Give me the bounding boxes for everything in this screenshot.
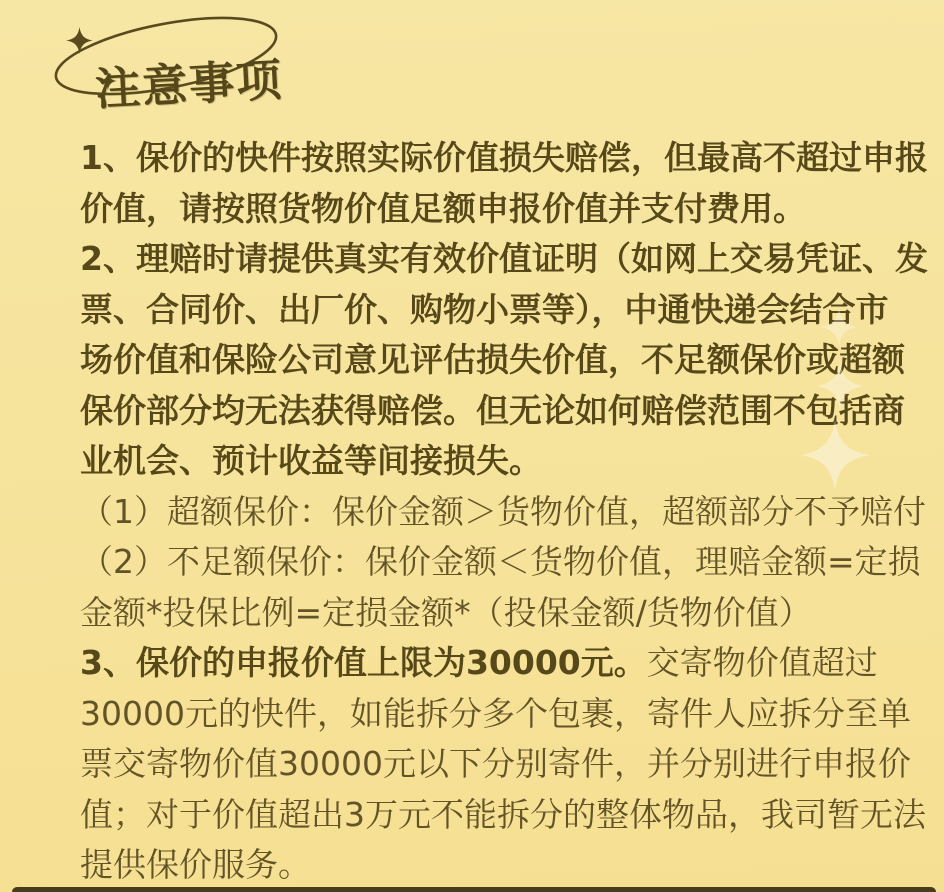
title-section [0,0,360,130]
notice-line-rest: 交寄物价值超过 [646,643,878,682]
notice-line: 1、保价的快件按照实际价值损失赔偿，但最高不超过申报 [80,138,928,177]
notice-subline: 金额*投保比例=定损金额*（投保金额/货物价值） [80,592,812,632]
notice-subline: （2）不足额保价：保价金额＜货物价值，理赔金额=定损 [80,542,921,581]
notice-line: 30000元的快件，如能拆分多个包裹，寄件人应拆分至单 [80,693,911,733]
notice-content [80,133,928,891]
notice-line: 价值，请按照货物价值足额申报价值并支付费用。 [80,188,806,228]
notice-line: 票交寄物价值30000元以下分别寄件，并分别进行申报价 [80,744,911,783]
notice-line: 2、理赔时请提供真实有效价值证明（如网上交易凭证、发 [80,239,928,278]
faint-sparkle-icon [800,420,870,490]
notice-line: 票、合同价、出厂价、购物小票等），中通快递会结合市 [80,289,889,329]
notice-line: 值；对于价值超出3万元不能拆分的整体物品，我司暂无法 [80,794,926,834]
notice-line [80,638,904,689]
notice-subline: （1）超额保价：保价金额＞货物价值，超额部分不予赔付 [80,491,926,531]
next-section-top-edge [12,887,936,892]
sparkle-star-icon [66,27,93,54]
faint-sparkle-icon [820,308,858,346]
faint-sparkle-icon [816,362,864,410]
page-title: 注意事项 [93,53,285,116]
notice-line: 提供保价服务。 [80,845,311,884]
notice-line-bold-lead: 3、保价的申报价值上限为30000元。 [80,643,647,682]
notice-line: 业机会、预计收益等间接损失。 [80,441,542,480]
notice-line: 保价部分均无法获得赔偿。但无论如何赔偿范围不包括商 [80,390,905,430]
notice-line: 场价值和保险公司意见评估损失价值，不足额保价或超额 [80,340,905,379]
